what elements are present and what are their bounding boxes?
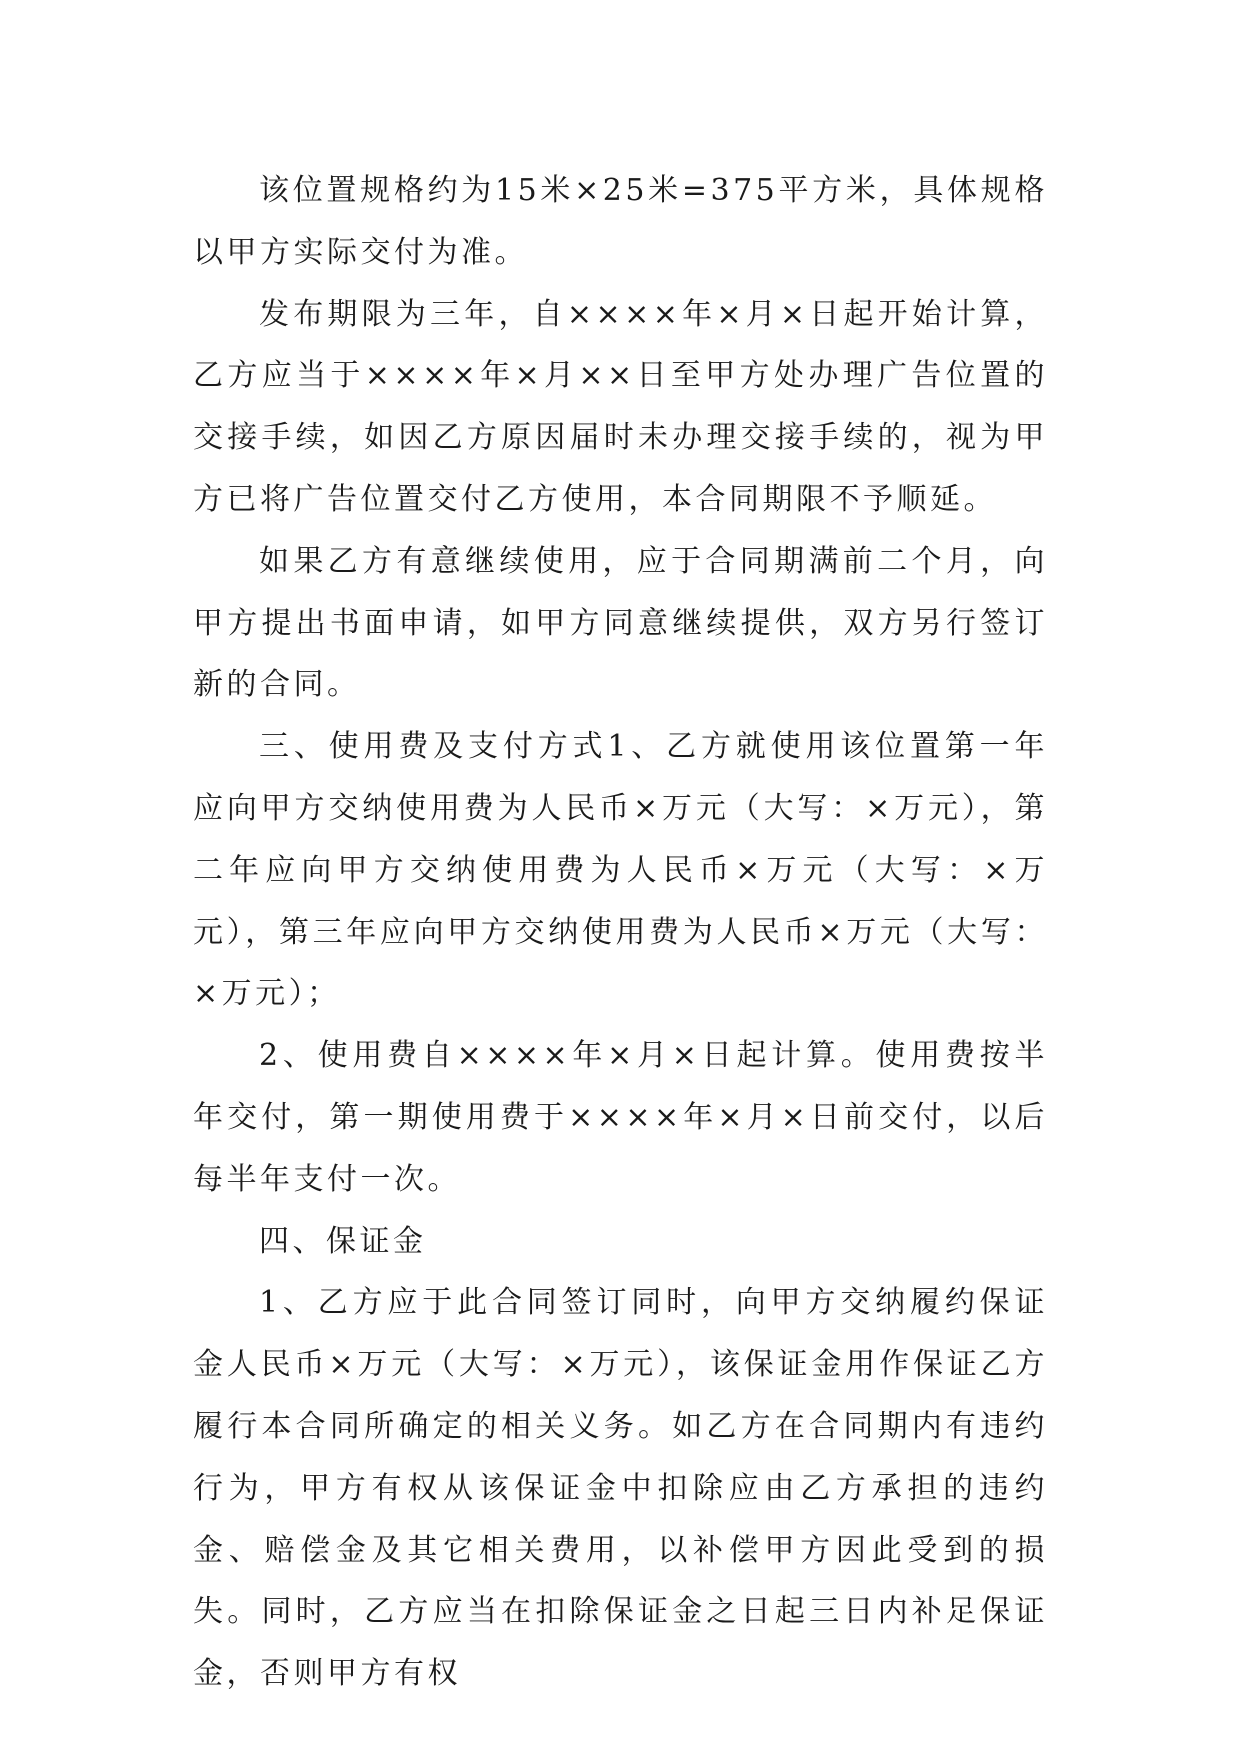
section-heading-deposit: 四、保证金 xyxy=(259,1223,427,1259)
paragraph-size-spec: 该位置规格约为15米×25米=375平方米，具体规格以甲方实际交付为准。 xyxy=(193,173,1048,270)
document-body xyxy=(193,160,1048,1705)
paragraph-fee-schedule: 2、使用费自××××年×月×日起计算。使用费按半年交付，第一期使用费于××××年×月×日前交付，以后每半年支付一次。 xyxy=(193,1038,1048,1197)
paragraph-publication-term: 发布期限为三年，自××××年×月×日起开始计算，乙方应当于××××年×月××日至甲方处办理广告位置的交接手续，如因乙方原因届时未办理交接手续的，视为甲方已将广告位置交付乙方使用，本合同期限不予顺延。 xyxy=(193,296,1048,517)
paragraph-deposit-terms: 1、乙方应于此合同签订同时，向甲方交纳履约保证金人民币×万元（大写：×万元），该保证金用作保证乙方履行本合同所确定的相关义务。如乙方在合同期内有违约行为，甲方有权从该保证金中扣除应由乙方承担的违约金、赔偿金及其它相关费用，以补偿甲方因此受到的损失。同时，乙方应当在扣除保证金之日起三日内补足保证金，否则甲方有权 xyxy=(193,1285,1048,1692)
paragraph-fees-payment: 三、使用费及支付方式1、乙方就使用该位置第一年应向甲方交纳使用费为人民币×万元（大写：×万元），第二年应向甲方交纳使用费为人民币×万元（大写：×万元），第三年应向甲方交纳使用费为人民币×万元（大写：×万元）； xyxy=(193,729,1048,1012)
paragraph-renewal: 如果乙方有意继续使用，应于合同期满前二个月，向甲方提出书面申请，如甲方同意继续提供，双方另行签订新的合同。 xyxy=(193,543,1048,703)
